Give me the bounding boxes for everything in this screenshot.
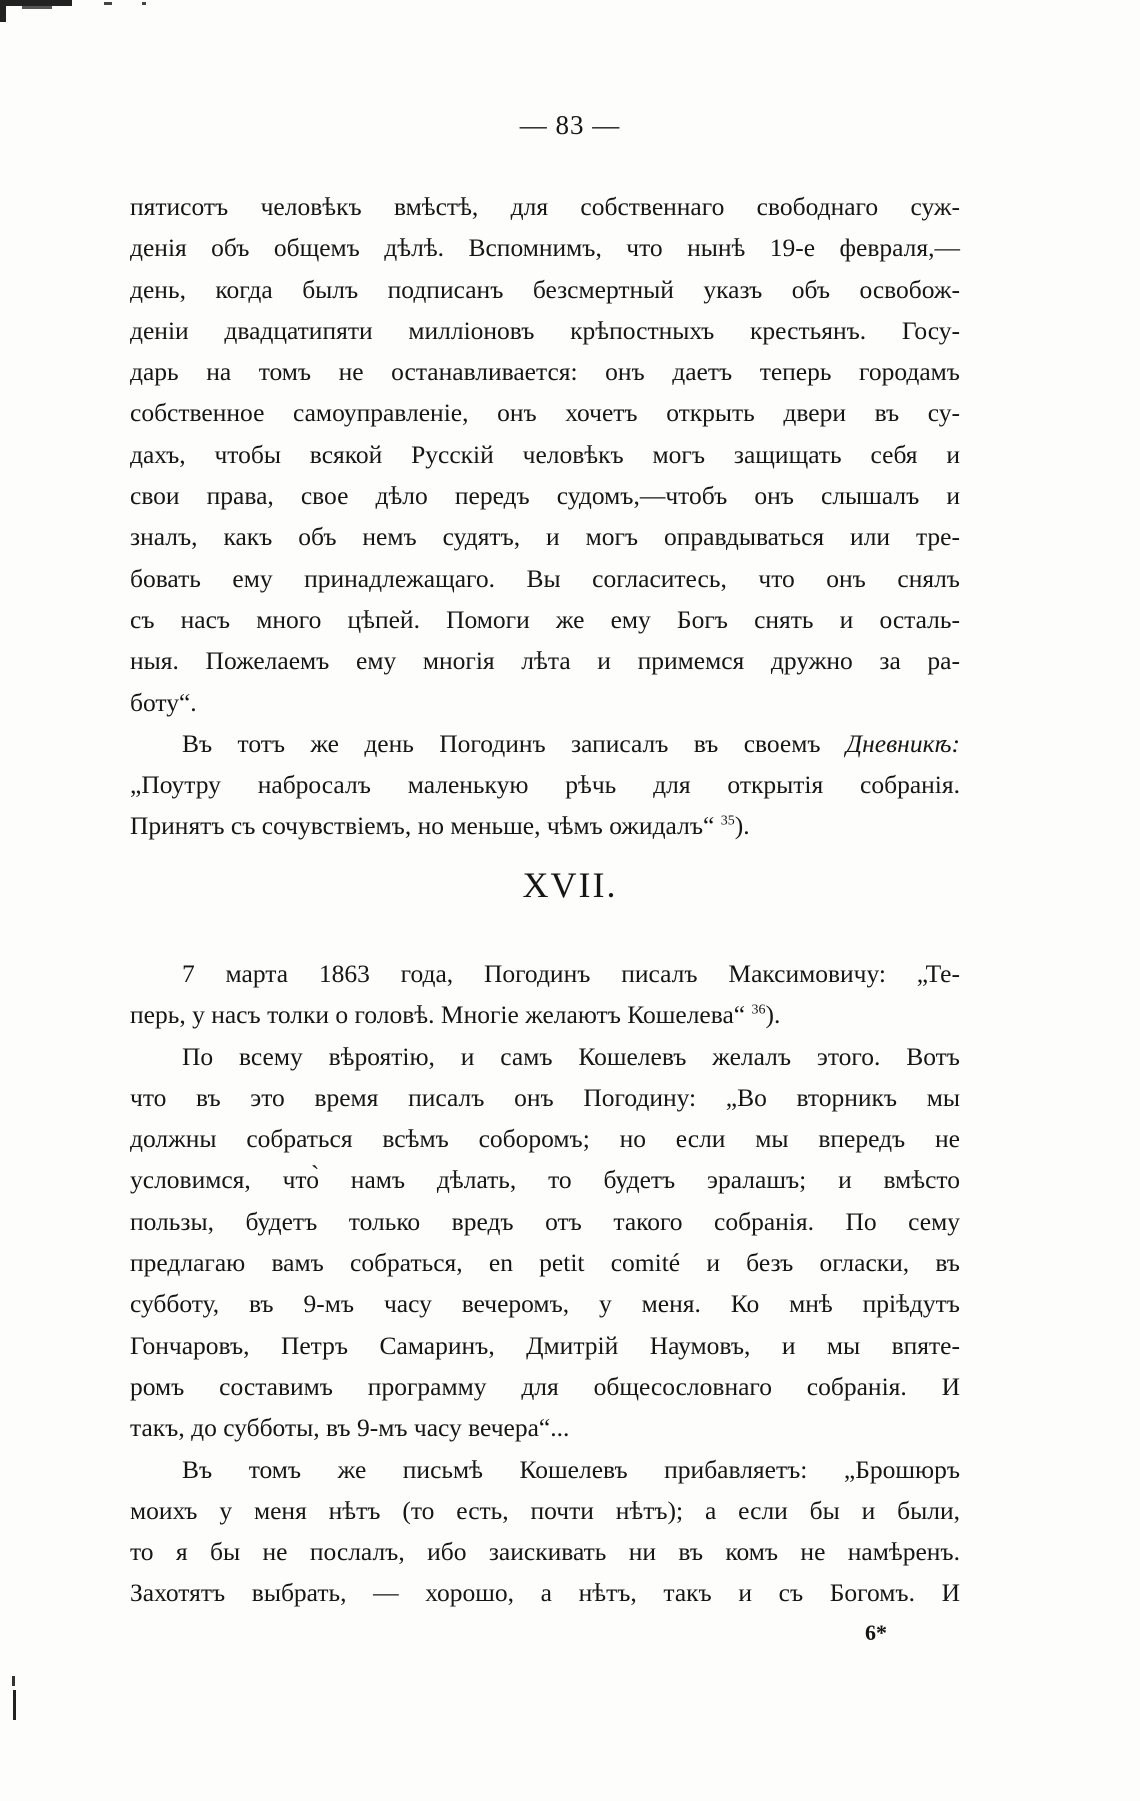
- footnote-close: ).: [765, 1000, 781, 1030]
- text-line: Захотятъ выбрать, — хорошо, а нѣтъ, такъ и съ Богомъ. И: [130, 1578, 960, 1608]
- printer-signature-mark: 6*: [865, 1620, 887, 1645]
- diary-title: Дневникѣ:: [845, 728, 960, 758]
- text-line: ромъ составимъ программу для общесословнаго собранія. И: [130, 1371, 960, 1401]
- diary-quote-line: „Поутру набросалъ маленькую рѣчь для открытія собранія.: [130, 770, 960, 800]
- footnote-close: ).: [734, 811, 750, 841]
- scan-edge-mark-bottom: [10, 1676, 22, 1722]
- text-line: субботу, въ 9-мъ часу вечеромъ, у меня. Ко мнѣ пріѣдутъ: [130, 1289, 960, 1319]
- text-line: дахъ, чтобы всякой Русскій человѣкъ могъ защищать себя и: [130, 439, 960, 469]
- text-line: должны собраться всѣмъ соборомъ; но если мы впередъ не: [130, 1124, 960, 1154]
- diary-quote-end-line: [130, 805, 960, 846]
- text-line: такъ, до субботы, въ 9-мъ часу вечера“...: [130, 1413, 570, 1443]
- text-line-with-note: [130, 994, 960, 1035]
- text-line: Гончаровъ, Петръ Самаринъ, Дмитрій Наумовъ, и мы впяте-: [130, 1330, 960, 1360]
- text-line: предлагаю вамъ собраться, en petit comité и безъ огласки, въ: [130, 1248, 960, 1278]
- text-line: деніи двадцатипяти милліоновъ крѣпостныхъ крестьянъ. Госу-: [130, 315, 960, 345]
- diary-intro-line: [130, 723, 960, 764]
- text-line: 7 марта 1863 года, Погодинъ писалъ Максимовичу: „Те-: [182, 959, 960, 988]
- text-block-upper: [130, 186, 960, 847]
- text-line: боту“.: [130, 687, 197, 717]
- text-line: ныя. Пожелаемъ ему многія лѣта и примемся дружно за ра-: [130, 646, 960, 676]
- text-line: бовать ему принадлежащаго. Вы согласитесь, что онъ снялъ: [130, 563, 960, 593]
- section-heading: XVII.: [522, 865, 618, 905]
- text-line: По всему вѣроятію, и самъ Кошелевъ желалъ этого. Вотъ: [182, 1041, 960, 1071]
- diary-quote-end: Принятъ съ сочувствіемъ, но меньше, чѣмъ ожидалъ“: [130, 811, 715, 841]
- text-line: день, когда былъ подписанъ безсмертный указъ объ освобож-: [130, 274, 960, 304]
- text-line: денія объ общемъ дѣлѣ. Вспомнимъ, что нынѣ 19-е февраля,—: [130, 233, 960, 263]
- text-line: дарь на томъ не останавливается: онъ даетъ теперь городамъ: [130, 357, 960, 387]
- text-block-lower: [130, 953, 960, 1614]
- page-number: — 83 —: [519, 110, 621, 140]
- text-line: пятисотъ человѣкъ вмѣстѣ, для собственнаго свободнаго суж-: [130, 192, 960, 221]
- text-line: то я бы не послалъ, ибо заискивать ни въ комъ не намѣренъ.: [130, 1537, 960, 1567]
- footnote-ref-35: 35: [720, 813, 735, 829]
- text-line: свои права, свое дѣло передъ судомъ,—чтобъ онъ слышалъ и: [130, 481, 960, 511]
- text-line: что въ это время писалъ онъ Погодину: „Во вторникъ мы: [130, 1082, 960, 1112]
- text-line: условимся, что̀ намъ дѣлать, то будетъ эралашъ; и вмѣсто: [130, 1165, 960, 1195]
- text-line: Въ томъ же письмѣ Кошелевъ прибавляетъ: „Брошюръ: [182, 1454, 960, 1484]
- footnote-ref-36: 36: [751, 1002, 766, 1018]
- diary-intro: Въ тотъ же день Погодинъ записалъ въ своемъ: [182, 728, 821, 758]
- text-line: моихъ у меня нѣтъ (то есть, почти нѣтъ); а если бы и были,: [130, 1495, 960, 1525]
- text-line: съ насъ много цѣпей. Помоги же ему Богъ снять и осталь-: [130, 604, 960, 634]
- text-line: пользы, будетъ только вредъ отъ такого собранія. По сему: [130, 1206, 960, 1236]
- quote-end: перь, у насъ толки о головѣ. Многіе желаютъ Кошелева“: [130, 1000, 746, 1030]
- scan-edge-mark-top: [0, 0, 150, 22]
- text-line: собственное самоуправленіе, онъ хочетъ открыть двери въ су-: [130, 398, 960, 428]
- text-line: зналъ, какъ объ немъ судятъ, и могъ оправдываться или тре-: [130, 522, 960, 552]
